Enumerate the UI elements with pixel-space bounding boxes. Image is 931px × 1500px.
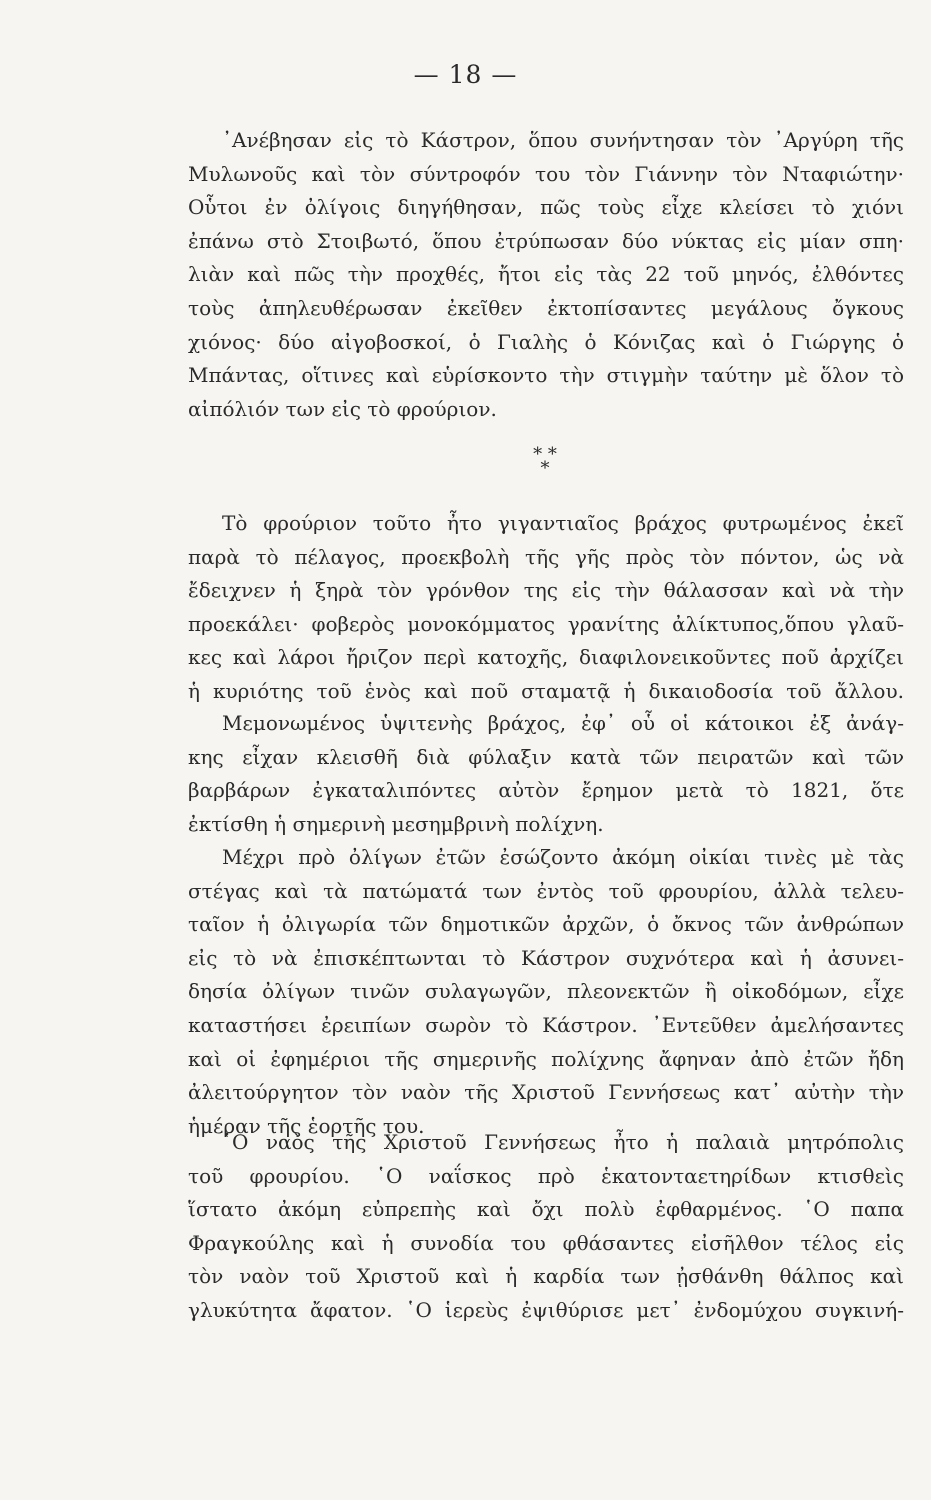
text-line: Τὸ φρούριον τοῦτο ἦτο γιγαντιαῖος βράχος φυτρωμένος ἐκεῖ [222,511,904,535]
text-line: ἐκτίσθη ἡ σημερινὴ μεσημβρινὴ πολίχνη. [188,811,604,836]
text-line: τοῦ φρουρίου. ῾Ο ναΐσκος πρὸ ἑκατονταετηρίδων κτισθεὶς [188,1163,904,1188]
paragraph-5 [188,1126,904,1328]
text-line: Φραγκούλης καὶ ἡ συνοδία του φθάσαντες εἰσῆλθον τέλος εἰς [188,1230,904,1255]
page-number: — 18 — [413,60,518,89]
text-line: προεκάλει· φοβερὸς μονοκόμματος γρανίτης ἀλίκτυπος,ὅπου γλαῦ- [188,611,904,636]
text-line: βαρβάρων ἐγκαταλιπόντες αὐτὸν ἔρημον μετὰ τὸ 1821, ὅτε [188,778,904,803]
text-line: ᾿Ανέβησαν εἰς τὸ Κάστρον, ὅπου συνήντησαν τὸν ᾿Αργύρη τῆς [222,128,904,152]
text-line: καὶ οἱ ἐφημέριοι τῆς σημερινῆς πολίχνης ἄφηναν ἀπὸ ἐτῶν ἤδη [188,1046,904,1071]
asterism-divider [520,444,570,479]
paragraph-2 [188,507,904,709]
text-line: ταῖον ἡ ὀλιγωρία τῶν δημοτικῶν ἀρχῶν, ὁ ὄκνος τῶν ἀνθρώπων [188,912,904,937]
text-line: λιὰν καὶ πῶς τὴν προχθές, ἤτοι εἰς τὰς 22 τοῦ μηνός, ἐλθόντες [188,262,904,287]
text-line: ἐπάνω στὸ Στοιβωτό, ὅπου ἐτρύπωσαν δύο νύκτας εἰς μίαν σπη· [188,228,904,253]
text-line: Μέχρι πρὸ ὀλίγων ἐτῶν ἐσώζοντο ἀκόμη οἰκίαι τινὲς μὲ τὰς [222,845,904,869]
text-line: Μεμονωμένος ὑψιτενὴς βράχος, ἐφ᾿ οὗ οἱ κάτοικοι ἐξ ἀνάγ- [222,711,904,735]
paragraph-3 [188,707,904,841]
text-line: παρὰ τὸ πέλαγος, προεκβολὴ τῆς γῆς πρὸς τὸν πόντον, ὡς νὰ [188,544,904,569]
text-line: Οὗτοι ἐν ὀλίγοις διηγήθησαν, πῶς τοὺς εἶχε κλείσει τὸ χιόνι [188,195,904,220]
text-line: ῾Ο ναὸς τῆς Χριστοῦ Γεννήσεως ἦτο ἡ παλαιὰ μητρόπολις [222,1130,904,1154]
text-line: στέγας καὶ τὰ πατώματά των ἐντὸς τοῦ φρουρίου, ἀλλὰ τελευ- [188,878,904,903]
text-line: τοὺς ἀπηλευθέρωσαν ἐκεῖθεν ἐκτοπίσαντες μεγάλους ὄγκους [188,295,904,320]
text-line: ἔδειχνεν ἡ ξηρὰ τὸν γρόνθον της εἰς τὴν θάλασσαν καὶ νὰ τὴν [188,578,904,603]
text-line: χιόνος· δύο αἰγοβοσκοί, ὁ Γιαλὴς ὁ Κόνιζας καὶ ὁ Γιώργης ὁ [188,329,904,354]
text-line: ἡ κυριότης τοῦ ἑνὸς καὶ ποῦ σταματᾷ ἡ δικαιοδοσία τοῦ ἄλλου. [188,678,904,703]
paragraph-1 [188,124,904,426]
text-line: εἰς τὸ νὰ ἐπισκέπτωνται τὸ Κάστρον συχνότερα καὶ ἡ ἀσυνει- [188,945,904,970]
text-line: κες καὶ λάροι ἤριζον περὶ κατοχῆς, διαφιλονεικοῦντες ποῦ ἀρχίζει [188,645,904,670]
text-line: τὸν ναὸν τοῦ Χριστοῦ καὶ ἡ καρδία των ᾐσθάνθη θάλπος καὶ [188,1264,904,1289]
paragraph-4 [188,841,904,1143]
text-line: δησία ὀλίγων τινῶν συλαγωγῶν, πλεονεκτῶν ἢ οἰκοδόμων, εἶχε [188,979,904,1004]
text-line: καταστήσει ἐρειπίων σωρὸν τὸ Κάστρον. ᾿Εντεῦθεν ἀμελήσαντες [188,1012,904,1037]
text-line: ἡμέραν τῆς ἑορτῆς του. [188,1113,425,1138]
text-line: ἵστατο ἀκόμη εὐπρεπὴς καὶ ὄχι πολὺ ἐφθαρμένος. ῾Ο παπα [188,1197,904,1222]
text-line: κης εἶχαν κλεισθῆ διὰ φύλαξιν κατὰ τῶν πειρατῶν καὶ τῶν [188,744,904,769]
text-line: Μπάντας, οἵτινες καὶ εὑρίσκοντο τὴν στιγμὴν ταύτην μὲ ὅλον τὸ [188,363,904,388]
text-line: Μυλωνοῦς καὶ τὸν σύντροφόν του τὸν Γιάννην τὸν Νταφιώτην· [188,161,904,186]
text-line: γλυκύτητα ἄφατον. ῾Ο ἱερεὺς ἐψιθύρισε μετ᾿ ἐνδομύχου συγκινή- [188,1297,904,1322]
asterism-text: * * * [533,444,557,479]
text-line: αἰπόλιόν των εἰς τὸ φρούριον. [188,396,497,421]
text-line: ἀλειτούργητον τὸν ναὸν τῆς Χριστοῦ Γεννήσεως κατ᾿ αὐτὴν τὴν [188,1080,904,1105]
